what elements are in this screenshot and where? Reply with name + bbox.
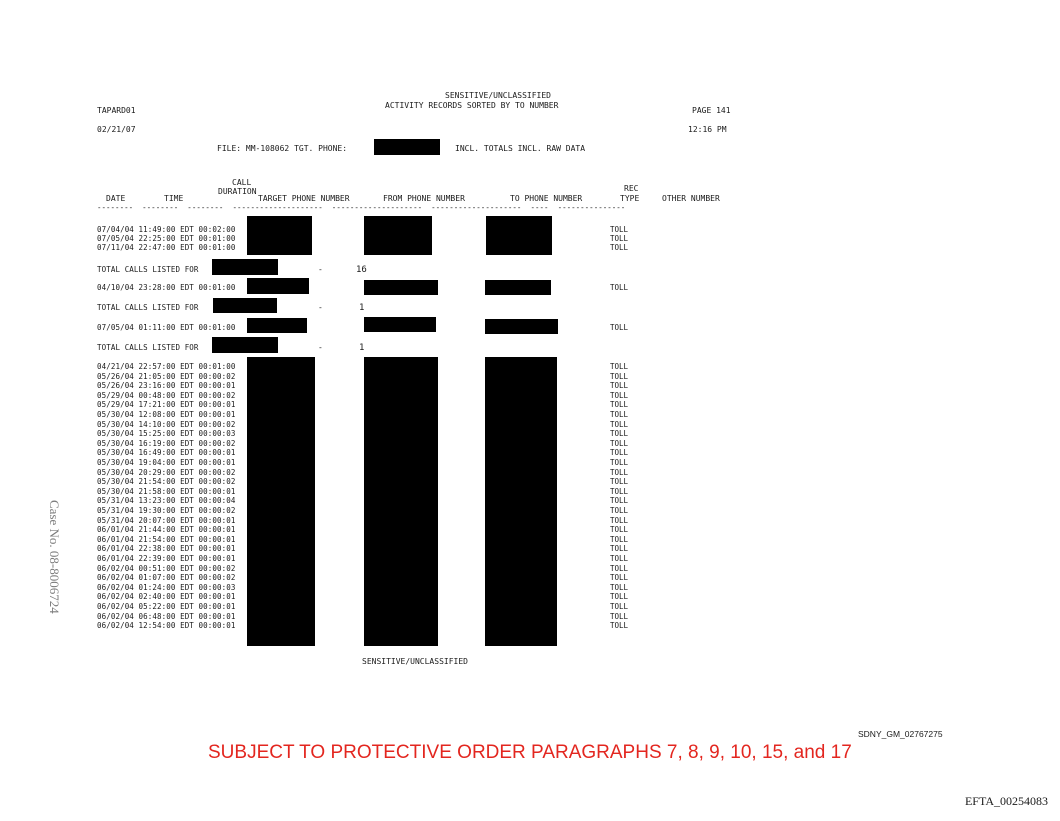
redaction-from-column <box>364 280 438 295</box>
rec-type: TOLL <box>610 410 629 419</box>
group3-total-count: 1 <box>359 343 365 353</box>
redaction-target-column <box>247 357 315 646</box>
file-line-suffix: INCL. TOTALS INCL. RAW DATA <box>455 144 586 153</box>
classification-header: SENSITIVE/UNCLASSIFIED <box>445 91 551 100</box>
group3-total-dash: - <box>318 343 323 352</box>
file-line-prefix: FILE: MM-108062 TGT. PHONE: <box>217 144 348 153</box>
col-time: TIME <box>164 194 184 203</box>
table-row: 05/30/04 21:58:00 EDT 00:00:01 <box>97 486 236 496</box>
rec-type: TOLL <box>610 458 629 467</box>
table-row: 05/30/04 19:04:00 EDT 00:00:01 <box>97 458 236 467</box>
table-row: 05/31/04 19:30:00 EDT 00:00:02 <box>97 506 236 515</box>
rec-type: TOLL <box>610 554 629 563</box>
col-other: OTHER NUMBER <box>662 194 720 203</box>
rec-type: TOLL <box>610 592 629 602</box>
report-code: TAPARD01 <box>97 106 136 115</box>
rec-type: TOLL <box>610 243 629 252</box>
table-row: 06/01/04 21:44:00 EDT 00:00:01 <box>97 525 236 535</box>
table-row: 05/30/04 15:25:00 EDT 00:00:03 <box>97 429 236 439</box>
table-row: 07/04/04 11:49:00 EDT 00:02:00 <box>97 225 236 234</box>
table-row: 07/05/04 01:11:00 EDT 00:01:00 <box>97 323 236 332</box>
rec-type: TOLL <box>610 515 629 525</box>
redaction-to-column <box>485 357 557 646</box>
redaction-to-column <box>485 319 558 334</box>
col-rec: REC <box>624 184 639 193</box>
rec-type: TOLL <box>610 573 629 583</box>
table-row: 05/29/04 17:21:00 EDT 00:00:01 <box>97 400 236 410</box>
group2-total-count: 1 <box>359 303 365 313</box>
redaction-target-column <box>247 318 307 333</box>
rec-type: TOLL <box>610 486 629 496</box>
col-target: TARGET PHONE NUMBER <box>258 194 350 203</box>
table-row: 04/10/04 23:28:00 EDT 00:01:00 <box>97 283 236 292</box>
table-row: 04/21/04 22:57:00 EDT 00:01:00 <box>97 362 236 371</box>
rec-type: TOLL <box>610 429 629 439</box>
rec-type: TOLL <box>610 438 629 448</box>
table-row: 07/05/04 22:25:00 EDT 00:01:00 <box>97 234 236 243</box>
rec-type: TOLL <box>610 602 629 611</box>
table-row: 06/02/04 05:22:00 EDT 00:00:01 <box>97 602 236 611</box>
redaction-from-column <box>364 357 438 646</box>
protective-order-notice: SUBJECT TO PROTECTIVE ORDER PARAGRAPHS 7, 8, 9, 10, 15, and 17 <box>208 742 852 763</box>
efta-number: EFTA_00254083 <box>964 794 1048 808</box>
group2-total-label: TOTAL CALLS LISTED FOR <box>97 303 199 312</box>
col-to: TO PHONE NUMBER <box>510 194 583 203</box>
rec-type: TOLL <box>610 467 629 477</box>
rec-type: TOLL <box>610 390 629 400</box>
header-divider: -------- -------- -------- -------------------- -------------------- -------------------- ---- --------------- <box>97 203 626 212</box>
rec-type: TOLL <box>610 477 629 487</box>
table-row: 05/30/04 16:19:00 EDT 00:00:02 <box>97 438 236 448</box>
rec-type: TOLL <box>610 534 629 544</box>
rec-type: TOLL <box>610 496 629 506</box>
redaction-total-number <box>212 259 278 275</box>
col-duration: DURATION <box>218 187 257 196</box>
rec-type: TOLL <box>610 563 629 573</box>
col-from: FROM PHONE NUMBER <box>383 194 465 203</box>
table-row: 06/02/04 06:48:00 EDT 00:00:01 <box>97 611 236 621</box>
classification-footer: SENSITIVE/UNCLASSIFIED <box>362 657 468 666</box>
rec-type: TOLL <box>610 506 629 515</box>
case-stamp: Case No. 08-8006724 <box>47 500 62 614</box>
rec-type: TOLL <box>610 225 629 234</box>
table-row: 05/31/04 13:23:00 EDT 00:00:04 <box>97 496 236 506</box>
table-row: 05/31/04 20:07:00 EDT 00:00:01 <box>97 515 236 525</box>
rec-type: TOLL <box>610 371 629 381</box>
rec-type: TOLL <box>610 400 629 410</box>
col-type: TYPE <box>620 194 640 203</box>
redaction-total-number <box>212 337 278 353</box>
table-row: 06/02/04 00:51:00 EDT 00:00:02 <box>97 563 236 573</box>
table-row: 05/30/04 20:29:00 EDT 00:00:02 <box>97 467 236 477</box>
redaction-target-column <box>247 216 312 255</box>
rec-type: TOLL <box>610 381 629 391</box>
table-row: 06/01/04 22:38:00 EDT 00:00:01 <box>97 544 236 554</box>
rec-type: TOLL <box>610 234 629 243</box>
redaction-from-column <box>364 216 432 255</box>
rec-type: TOLL <box>610 362 629 371</box>
rec-type: TOLL <box>610 621 629 631</box>
redaction-total-number <box>213 298 277 313</box>
table-row: 05/30/04 14:10:00 EDT 00:00:02 <box>97 419 236 429</box>
table-row: 06/02/04 02:40:00 EDT 00:00:01 <box>97 592 236 602</box>
table-row: 06/02/04 01:07:00 EDT 00:00:02 <box>97 573 236 583</box>
table-row: 05/30/04 21:54:00 EDT 00:00:02 <box>97 477 236 487</box>
table-row: 07/11/04 22:47:00 EDT 00:01:00 <box>97 243 236 252</box>
table-row: 06/01/04 21:54:00 EDT 00:00:01 <box>97 534 236 544</box>
table-row: 06/02/04 12:54:00 EDT 00:00:01 <box>97 621 236 631</box>
redaction-to-column <box>485 280 551 295</box>
report-time: 12:16 PM <box>688 125 727 134</box>
table-row: 05/30/04 16:49:00 EDT 00:00:01 <box>97 448 236 458</box>
page-number: PAGE 141 <box>692 106 731 115</box>
redaction-to-column <box>486 216 552 255</box>
rec-type: TOLL <box>610 323 629 332</box>
group2-total-dash: - <box>318 303 323 312</box>
redaction-from-column <box>364 317 436 332</box>
rec-type: TOLL <box>610 525 629 535</box>
col-date: DATE <box>106 194 126 203</box>
rec-type: TOLL <box>610 582 629 592</box>
table-row: 05/30/04 12:08:00 EDT 00:00:01 <box>97 410 236 419</box>
group1-total-dash: - <box>318 265 323 274</box>
rec-type: TOLL <box>610 283 629 292</box>
group1-total-count: 16 <box>356 265 367 275</box>
redaction-target-phone <box>374 139 440 155</box>
table-row: 06/01/04 22:39:00 EDT 00:00:01 <box>97 554 236 563</box>
table-row: 05/29/04 00:48:00 EDT 00:00:02 <box>97 390 236 400</box>
rec-type: TOLL <box>610 448 629 458</box>
report-date: 02/21/07 <box>97 125 136 134</box>
report-title: ACTIVITY RECORDS SORTED BY TO NUMBER <box>385 101 559 110</box>
rec-type: TOLL <box>610 544 629 554</box>
rec-type: TOLL <box>610 611 629 621</box>
redaction-target-column <box>247 278 309 294</box>
col-call: CALL <box>232 178 252 187</box>
table-row: 05/26/04 23:16:00 EDT 00:00:01 <box>97 381 236 391</box>
table-row: 05/26/04 21:05:00 EDT 00:00:02 <box>97 371 236 381</box>
table-row: 06/02/04 01:24:00 EDT 00:00:03 <box>97 582 236 592</box>
rec-type: TOLL <box>610 419 629 429</box>
group3-total-label: TOTAL CALLS LISTED FOR <box>97 343 199 352</box>
bates-number: SDNY_GM_02767275 <box>858 729 943 739</box>
group1-total-label: TOTAL CALLS LISTED FOR <box>97 265 199 274</box>
